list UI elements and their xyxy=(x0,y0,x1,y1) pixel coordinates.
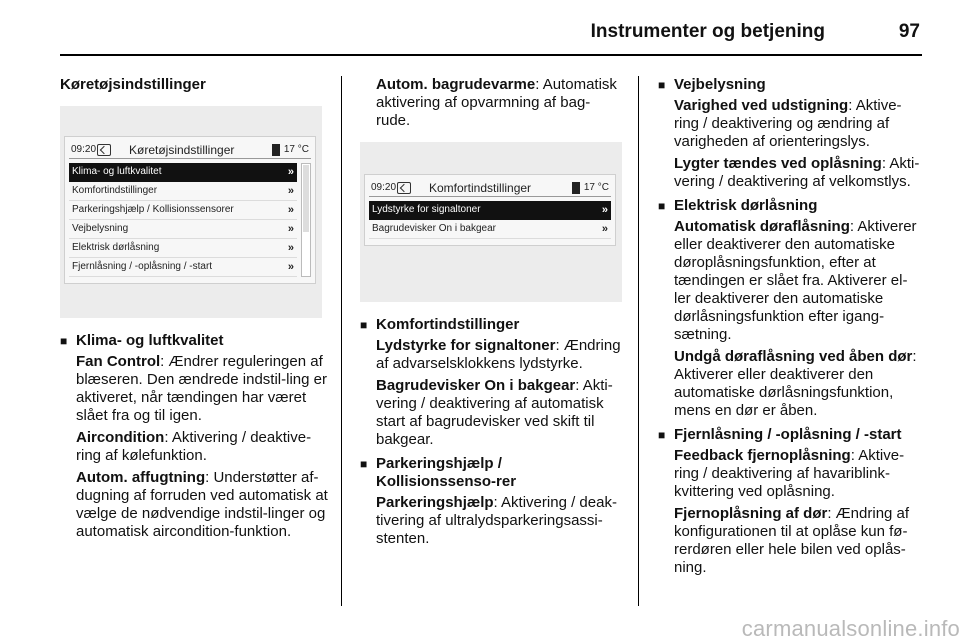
column-divider-2 xyxy=(638,76,639,606)
menu-item-climate: Klima- og luftkvalitet » xyxy=(69,163,297,182)
thermometer-icon xyxy=(572,182,580,194)
page-header xyxy=(0,0,960,58)
bullet-title: ■ Vejbelysning xyxy=(674,76,766,93)
entry: Parkeringshjælp: Aktivering / deak-tivering af ultralydsparkeringsassi-stenten. xyxy=(376,494,617,547)
bullet-title: ■ Klima- og luftkvalitet xyxy=(76,332,224,349)
thermometer-icon xyxy=(272,144,280,156)
page-title: Instrumenter og betjening xyxy=(590,21,825,42)
bullet-title: ■ Elektrisk dørlåsning xyxy=(674,197,818,214)
column-2 xyxy=(360,76,622,548)
bullet-comfort xyxy=(360,316,622,334)
screen-photo-vehicle-settings xyxy=(60,106,322,318)
display-body xyxy=(369,201,611,239)
entry: Fjernoplåsning af dør: Ændring af konfigurationen til at oplåse kun fø-rerdøren eller hele bilen ved oplås-ning. xyxy=(674,505,910,576)
display-clock: 09:20 xyxy=(71,143,97,155)
chevron-right-icon: » xyxy=(287,166,294,178)
entry: Fan Control: Ændrer reguleringen af blæseren. Den ændrede indstil-ling er aktiveret, når tændingen har været slået fra og til igen. xyxy=(76,353,327,424)
bullet-door-locking xyxy=(658,197,922,215)
column-3 xyxy=(658,76,922,577)
display-body xyxy=(69,163,311,277)
bullet-parking-entries xyxy=(360,494,622,548)
bullet-remote-locking-entries xyxy=(658,447,922,577)
display-menu xyxy=(369,201,611,239)
bullet-comfort-entries xyxy=(360,337,622,449)
display-scrollbar xyxy=(301,163,311,277)
display-title: Komfortindstillinger xyxy=(429,180,532,195)
bullet-title: ■ Fjernlåsning / -oplåsning / -start xyxy=(674,426,902,443)
menu-item-lighting: Vejbelysning » xyxy=(69,220,297,239)
screen-photo-comfort-settings xyxy=(360,142,622,302)
entry: Feedback fjernoplåsning: Aktive-ring / deaktivering af havariblink-kvittering ved oplåsning. xyxy=(674,447,905,500)
entry: Autom. affugtning: Understøtter af-dugning af forruden ved automatisk at vælge de nødvendige indstil-linger og automatisk aircondition-funktion. xyxy=(76,469,328,540)
display-menu xyxy=(69,163,297,277)
display-temperature: 17 °C xyxy=(283,143,309,155)
entry: Undgå døraflåsning ved åben dør: Aktiverer eller deaktiverer den automatiske dørlåsningsfunktion, mens en dør er åben. xyxy=(674,348,917,419)
chevron-right-icon: » xyxy=(287,223,294,235)
menu-item-signal-volume: Lydstyrke for signaltoner » xyxy=(369,201,611,220)
bullet-title: ■ Komfortindstillinger xyxy=(376,316,520,333)
chevron-right-icon: » xyxy=(287,185,294,197)
chevron-right-icon: » xyxy=(287,261,294,273)
column-divider-1 xyxy=(341,76,342,606)
entry: Automatisk døraflåsning: Aktiverer eller deaktiverer den automatiske døroplåsningsfunktion, efter at tændingen er slået fra. Aktiverer el-ler deaktiverer den automatiske dørlåsningsfunktion efter igang-sætning. xyxy=(674,218,917,343)
display-status-bar xyxy=(69,141,311,159)
entry: Lygter tændes ved oplåsning: Akti-vering / deaktivering af velkomstlys. xyxy=(674,155,920,190)
bullet-climate-entries xyxy=(60,353,330,541)
entry-rear-heating: Autom. bagrudevarme: Automatisk aktivering af opvarmning af bag-rude. xyxy=(376,76,617,129)
page-number: 97 xyxy=(898,21,920,42)
bullet-climate xyxy=(60,332,330,350)
chevron-right-icon: » xyxy=(601,204,608,216)
display-screen xyxy=(364,174,616,246)
section-title: Køretøjsindstillinger xyxy=(60,76,206,93)
display-clock: 09:20 xyxy=(371,181,397,193)
menu-item-remote-locking: Fjernlåsning / -oplåsning / -start » xyxy=(69,258,297,277)
display-temperature: 17 °C xyxy=(583,181,609,193)
bullet-lighting-entries xyxy=(658,97,922,191)
menu-item-comfort: Komfortindstillinger » xyxy=(69,182,297,201)
column-1 xyxy=(60,76,330,541)
watermark: carmanualsonline.info xyxy=(741,616,960,641)
chevron-right-icon: » xyxy=(601,223,608,235)
entry: Bagrudevisker On i bakgear: Akti-vering / deaktivering af automatisk start af bagrudevisker ved skift til bakgear. xyxy=(376,377,613,448)
bullet-door-locking-entries xyxy=(658,218,922,420)
back-icon xyxy=(397,182,411,194)
entry: Lydstyrke for signaltoner: Ændring af advarselsklokkens lydstyrke. xyxy=(376,337,621,372)
chevron-right-icon: » xyxy=(287,242,294,254)
bullet-parking xyxy=(360,455,622,491)
display-status-bar xyxy=(369,179,611,197)
menu-item-door-locking: Elektrisk dørlåsning » xyxy=(69,239,297,258)
menu-item-parking: Parkeringshjælp / Kollisionssensorer » xyxy=(69,201,297,220)
display-screen xyxy=(64,136,316,284)
display-title: Køretøjsindstillinger xyxy=(129,142,235,157)
chevron-right-icon: » xyxy=(287,204,294,216)
menu-item-rear-wiper: Bagrudevisker On i bakgear » xyxy=(369,220,611,239)
entry: Aircondition: Aktivering / deaktive-ring af kølefunktion. xyxy=(76,429,312,464)
entry: Varighed ved udstigning: Aktive-ring / deaktivering og ændring af varigheden af orienteringslys. xyxy=(674,97,902,150)
header-divider xyxy=(60,54,922,56)
bullet-lighting xyxy=(658,76,922,94)
back-icon xyxy=(97,144,111,156)
bullet-remote-locking xyxy=(658,426,922,444)
bullet-title: ■ Parkeringshjælp / Kollisionssenso-rer xyxy=(376,455,517,490)
